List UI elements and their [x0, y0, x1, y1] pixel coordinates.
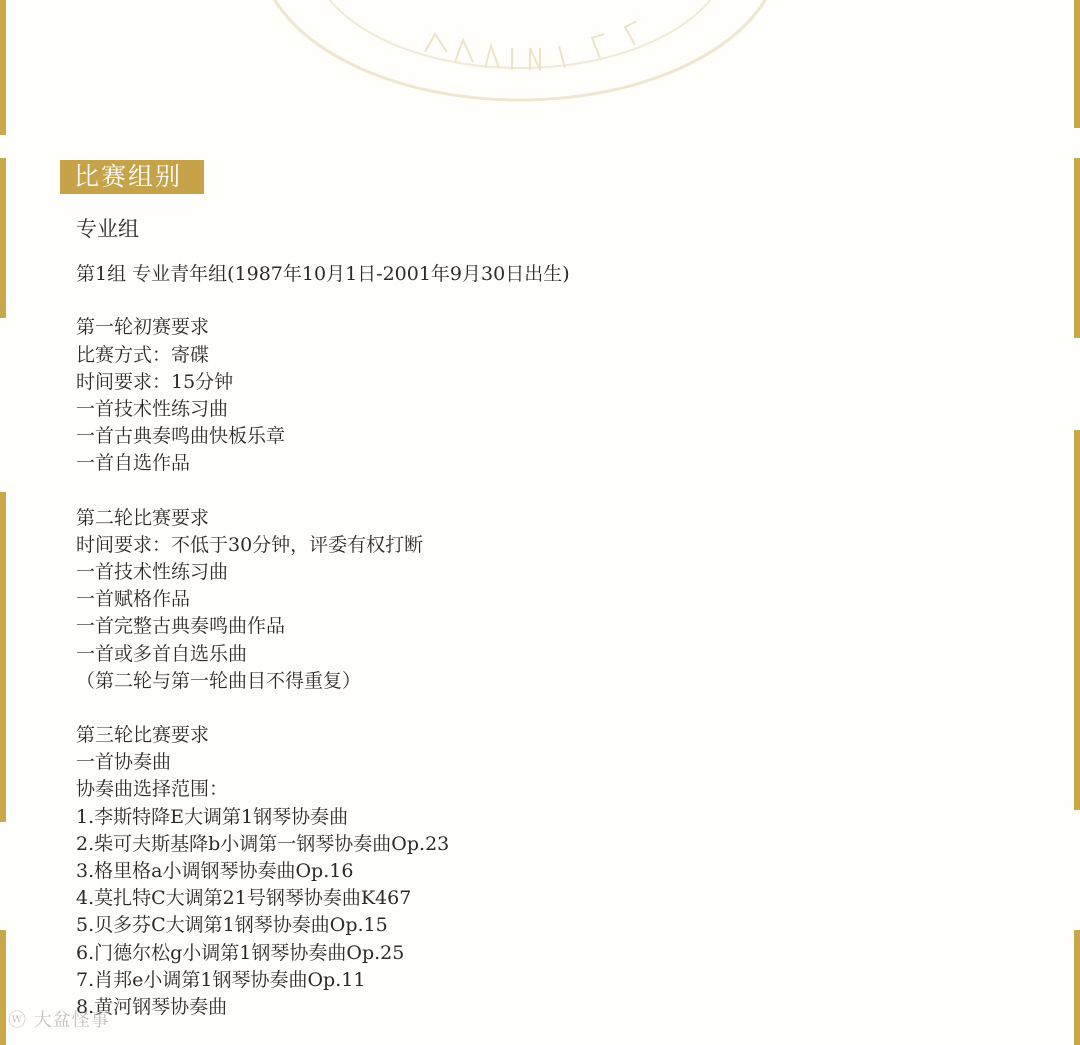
- right-gold-rail: [1074, 158, 1080, 338]
- corner-watermark: [8, 1006, 110, 1032]
- concerto-item: 7.肖邦e小调第1钢琴协奏曲Op.11: [76, 968, 366, 991]
- weibo-logo-icon: ⓦ: [8, 1010, 27, 1031]
- concerto-item: 4.莫扎特C大调第21号钢琴协奏曲K467: [76, 887, 412, 910]
- round-2: [76, 505, 1036, 695]
- round-3: [76, 722, 1036, 1021]
- requirement-line: 协奏曲选择范围：: [76, 778, 229, 801]
- requirement-line: 比赛方式：寄碟: [76, 343, 210, 366]
- right-gold-rail: [1074, 430, 1080, 810]
- group-heading: 专业组: [76, 217, 139, 241]
- requirement-line: 一首完整古典奏鸣曲作品: [76, 615, 286, 638]
- concerto-item: 2.柴可夫斯基降b小调第一钢琴协奏曲Op.23: [76, 832, 450, 855]
- left-gold-rail: [0, 492, 6, 822]
- right-gold-rail: [1074, 0, 1080, 128]
- requirement-line: 一首或多首自选乐曲: [76, 642, 248, 665]
- right-gold-rail: [1074, 930, 1080, 1045]
- left-gold-rail: [0, 158, 6, 318]
- requirement-line: 时间要求：15分钟: [76, 370, 234, 393]
- concerto-item: 6.门德尔松g小调第1钢琴协奏曲Op.25: [76, 941, 405, 964]
- round-1: [76, 314, 1036, 477]
- emblem-watermark: [240, 0, 800, 102]
- concerto-item: 3.格里格a小调钢琴协奏曲Op.16: [76, 860, 354, 883]
- concerto-item: 5.贝多芬C大调第1钢琴协奏曲Op.15: [76, 914, 388, 937]
- section-tag: 比赛组别: [60, 160, 204, 194]
- concerto-item: 1.李斯特降E大调第1钢琴协奏曲: [76, 805, 349, 828]
- left-gold-rail: [0, 0, 6, 135]
- requirement-line: 时间要求：不低于30分钟，评委有权打断: [76, 533, 424, 556]
- watermark-text: 大盆怪事: [33, 1010, 110, 1031]
- round-title: 第二轮比赛要求: [76, 506, 210, 529]
- requirement-line: 一首自选作品: [76, 452, 191, 475]
- requirement-line: 一首赋格作品: [76, 588, 191, 611]
- division-title: 第1组 专业青年组(1987年10月1日-2001年9月30日出生): [76, 263, 570, 286]
- content-body: [76, 216, 1036, 1045]
- requirement-line: 一首协奏曲: [76, 751, 172, 774]
- round-title: 第三轮比赛要求: [76, 724, 210, 747]
- left-gold-rail: [0, 930, 6, 1045]
- requirement-line: （第二轮与第一轮曲目不得重复）: [76, 669, 362, 692]
- requirement-line: 一首技术性练习曲: [76, 398, 229, 421]
- requirement-line: 一首古典奏鸣曲快板乐章: [76, 425, 286, 448]
- round-title: 第一轮初赛要求: [76, 316, 210, 339]
- concerto-item: 8.黄河钢琴协奏曲: [76, 996, 228, 1019]
- requirement-line: 一首技术性练习曲: [76, 561, 229, 584]
